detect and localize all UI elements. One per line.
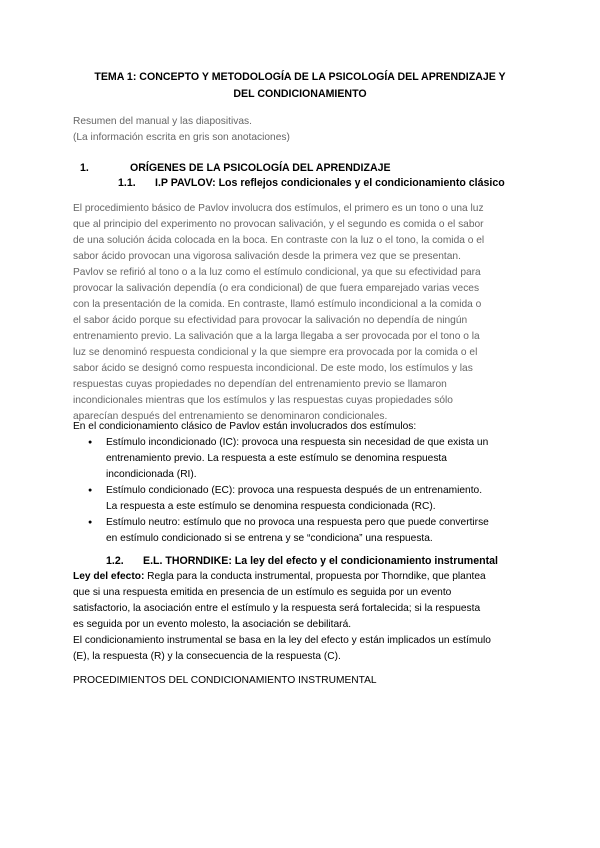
- thorndike-paragraph: [73, 569, 533, 665]
- paragraph-line: sabor ácido provocan una vigorosa salivación desde la primera vez que se presentan.: [73, 251, 461, 262]
- section-1-number: 1.: [80, 162, 89, 174]
- document-title: [60, 69, 540, 103]
- paragraph-line: Pavlov se refirió al tono o a la luz como el estímulo condicional, ya que su efectividad para: [73, 267, 481, 278]
- paragraph-line: que al principio del experimento no provocan salivación, y el segundo es comida o el sabor: [73, 219, 484, 230]
- paragraph-line: sabor ácido se designó como respuesta incondicional. De este modo, los estímulos y las: [73, 363, 473, 374]
- paragraph-line: El procedimiento básico de Pavlov involucra dos estímulos, el primero es un tono o una luz: [73, 203, 484, 214]
- law-of-effect-label: Ley del efecto:: [73, 571, 145, 582]
- list-item: [88, 435, 540, 483]
- paragraph-line: respuestas cuyas propiedades no dependían del entrenamiento previo se llamaron: [73, 379, 447, 390]
- subsection-1-2-heading: [106, 553, 498, 569]
- stimuli-bullet-list: [88, 435, 540, 547]
- paragraph-line: el sabor ácido porque su efectividad para provocar la salivación no dependía de ningún: [73, 315, 468, 326]
- bullet-line: en estímulo condicionado si se entrena y se “condiciona” una respuesta.: [106, 533, 433, 544]
- intro-line-2: (La información escrita en gris son anotaciones): [73, 132, 290, 143]
- subsection-1-1-number: 1.1.: [118, 177, 136, 189]
- subsection-1-2-number: 1.2.: [106, 555, 124, 567]
- bullet-line: ● Estímulo incondicionado (IC): provoca una respuesta sin necesidad de que exista un: [106, 437, 489, 448]
- paragraph-line: aparecían después del entrenamiento se denominaron condicionales.: [73, 411, 388, 422]
- law-of-effect-text: Regla para la conducta instrumental, propuesta por Thorndike, que plantea: [144, 571, 486, 582]
- paragraph-line: con la presentación de la comida. En contraste, llamó estímulo incondicional a la comida o: [73, 299, 482, 310]
- pavlov-annotation-paragraph: [73, 201, 533, 425]
- intro-line-1: Resumen del manual y las diapositivas.: [73, 116, 252, 127]
- subsection-1-1-title: I.P PAVLOV: Los reflejos condicionales y el condicionamiento clásico: [155, 177, 505, 189]
- paragraph-line: provocar la salivación dependía (o era condicional) de que fuera emparejado varias veces: [73, 283, 480, 294]
- paragraph-line: entrenamiento previo. La salivación que a la larga llegaba a ser provocada por el tono o la: [73, 331, 480, 342]
- paragraph-line: (E), la respuesta (R) y la consecuencia de la respuesta (C).: [73, 651, 341, 662]
- title-line-1: TEMA 1: CONCEPTO Y METODOLOGÍA DE LA PSICOLOGÍA DEL APRENDIZAJE Y: [94, 71, 506, 83]
- classic-conditioning-intro: En el condicionamiento clásico de Pavlov están involucrados dos estímulos:: [73, 421, 417, 432]
- paragraph-line: que si una respuesta emitida en presencia de un estímulo es seguida por un evento: [73, 587, 452, 598]
- section-1-title: ORÍGENES DE LA PSICOLOGÍA DEL APRENDIZAJE: [130, 162, 391, 174]
- procedures-heading: PROCEDIMIENTOS DEL CONDICIONAMIENTO INSTRUMENTAL: [73, 675, 377, 686]
- subsection-1-1-heading: [118, 175, 505, 191]
- subsection-1-2-title: E.L. THORNDIKE: La ley del efecto y el condicionamiento instrumental: [143, 555, 498, 567]
- paragraph-line: de una solución ácida colocada en la boca. En contraste con la luz o el tono, la comida o el: [73, 235, 485, 246]
- title-line-2: DEL CONDICIONAMIENTO: [233, 88, 367, 100]
- bullet-line: entrenamiento previo. La respuesta a este estímulo se denomina respuesta: [106, 453, 447, 464]
- bullet-line: ● Estímulo condicionado (EC): provoca una respuesta después de un entrenamiento.: [106, 485, 483, 496]
- section-1-heading: [80, 160, 391, 176]
- bullet-line: incondicionada (RI).: [106, 469, 197, 480]
- paragraph-line: El condicionamiento instrumental se basa en la ley del efecto y están implicados un estímulo: [73, 635, 491, 646]
- bullet-line: ● Estímulo neutro: estímulo que no provoca una respuesta pero que puede convertirse: [106, 517, 489, 528]
- paragraph-line: satisfactorio, la asociación entre el estímulo y la respuesta será fortalecida; si la respuesta: [73, 603, 481, 614]
- bullet-line: La respuesta a este estímulo se denomina respuesta condicionada (RC).: [106, 501, 436, 512]
- paragraph-line: incondicionales mientras que los estímulos y las respuestas cuyas propiedades sólo: [73, 395, 453, 406]
- paragraph-line: es seguida por un evento molesto, la asociación se debilitará.: [73, 619, 352, 630]
- list-item: [88, 483, 540, 515]
- paragraph-line: luz se denominó respuesta condicional y la que siempre era provocada por la comida o el: [73, 347, 478, 358]
- list-item: [88, 515, 540, 547]
